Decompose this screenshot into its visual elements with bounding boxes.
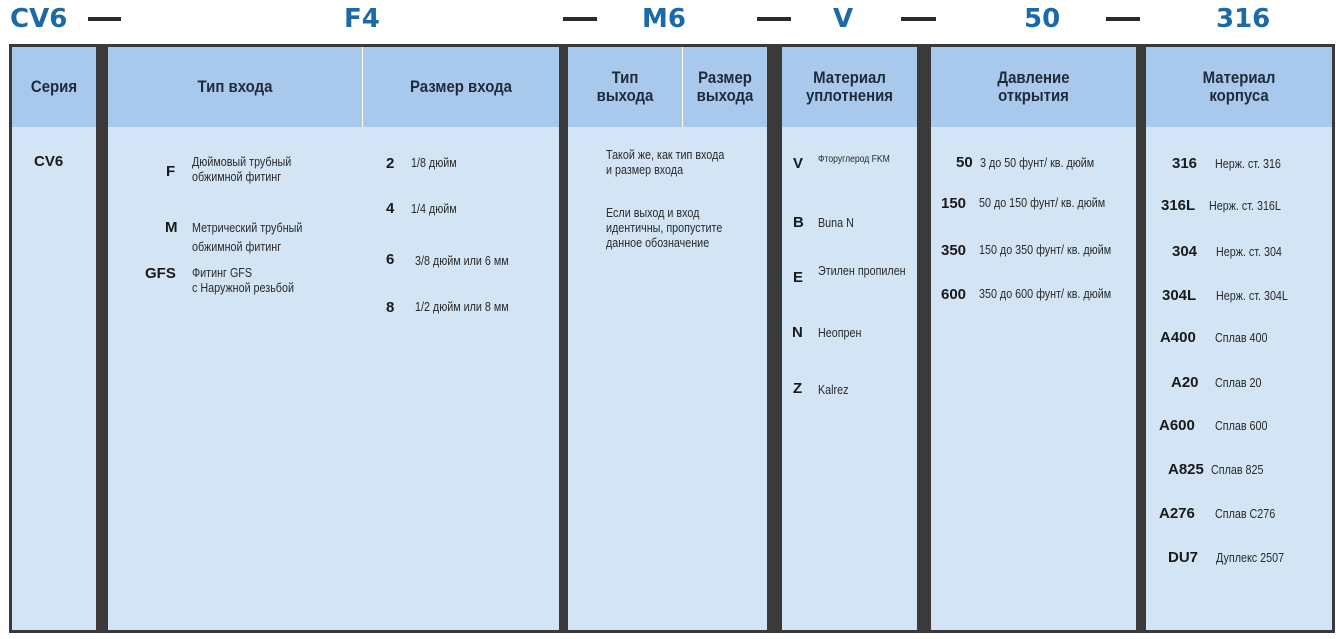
body-desc: Сплав 825 [1211, 463, 1264, 477]
pressure-code: 150 [941, 195, 967, 212]
header-outlet-type-line1: Тип [611, 68, 639, 87]
code-dash [88, 17, 121, 21]
header-outlet-size-line2: выхода [696, 86, 754, 105]
header-body-material [1157, 47, 1321, 127]
code-body: 316 [1216, 4, 1271, 34]
outlet-note-omit [606, 206, 722, 251]
code-series: CV6 [10, 4, 68, 34]
body-code: DU7 [1168, 549, 1199, 566]
body-desc: Нерж. ст. 304 [1216, 245, 1282, 259]
pressure-code: 600 [941, 286, 967, 303]
header-divider [682, 47, 683, 127]
inlet-type-desc [192, 219, 302, 257]
body-code: A20 [1171, 374, 1199, 391]
inlet-type-desc-line: Метрический трубный [192, 221, 303, 235]
code-inlet: F4 [344, 4, 380, 34]
seal-desc: Фторуглерод FKM [818, 154, 890, 165]
header-cracking-pressure [943, 47, 1123, 127]
header-outlet-size-line1: Размер [698, 68, 752, 87]
inlet-size-code: 2 [386, 155, 395, 172]
inlet-type-desc-line: Дюймовый трубный [192, 155, 292, 169]
body-desc: Нерж. ст. 316L [1209, 199, 1281, 213]
header-pressure-line1: Давление [997, 68, 1070, 87]
inlet-type-desc-line: Фитинг GFS [192, 266, 253, 280]
header-seal-line2: уплотнения [805, 86, 894, 105]
column-pressure [931, 47, 1136, 630]
header-outlet-type-line2: выхода [596, 86, 654, 105]
column-series [12, 47, 96, 630]
inlet-type-desc-line: с Наружной резьбой [192, 281, 294, 295]
inlet-type-code: GFS [145, 265, 176, 282]
pressure-desc: 3 до 50 фунт/ кв. дюйм [980, 156, 1095, 170]
series-code: CV6 [34, 153, 64, 170]
body-desc: Нерж. ст. 316 [1215, 157, 1281, 171]
body-code: A276 [1159, 505, 1195, 522]
seal-code: B [793, 214, 804, 231]
pressure-code: 350 [941, 242, 967, 259]
outlet-note-same [606, 148, 724, 178]
header-body-line1: Материал [1202, 68, 1276, 87]
body-desc: Сплав 20 [1215, 376, 1262, 390]
body-desc: Сплав 600 [1215, 419, 1268, 433]
header-body-line2: корпуса [1209, 86, 1269, 105]
inlet-size-code: 4 [386, 200, 395, 217]
outlet-note-line: Если выход и вход [606, 206, 700, 220]
header-series: Серия [30, 77, 78, 96]
header-outlet-size [688, 47, 762, 127]
header-divider [362, 47, 363, 127]
outlet-note-line: данное обозначение [606, 236, 710, 250]
header-inlet-size: Размер входа [410, 77, 512, 96]
body-code: 316L [1161, 197, 1196, 214]
inlet-type-code: M [165, 219, 178, 236]
inlet-size-desc: 1/2 дюйм или 8 мм [415, 300, 509, 314]
code-pressure: 50 [1024, 4, 1061, 34]
inlet-type-code: F [166, 163, 176, 180]
inlet-type-desc [192, 155, 291, 185]
code-dash [1106, 17, 1140, 21]
code-dash [901, 17, 936, 21]
inlet-size-desc: 3/8 дюйм или 6 мм [415, 254, 509, 268]
seal-desc: Неопрен [818, 326, 862, 340]
header-seal-material [790, 47, 909, 127]
header-inlet-type: Тип входа [197, 77, 273, 96]
inlet-size-code: 8 [386, 299, 395, 316]
inlet-type-desc-line: обжимной фитинг [192, 240, 282, 254]
code-dash [563, 17, 597, 21]
inlet-type-desc [192, 266, 294, 296]
header-outlet-type [575, 47, 675, 127]
column-outlet [568, 47, 767, 630]
inlet-type-desc-line: обжимной фитинг [192, 170, 282, 184]
pressure-desc: 50 до 150 фунт/ кв. дюйм [979, 196, 1106, 210]
body-desc: Нерж. ст. 304L [1216, 289, 1288, 303]
seal-code: N [792, 324, 803, 341]
body-code: 304 [1172, 243, 1198, 260]
column-inlet [108, 47, 559, 630]
seal-code: E [793, 269, 804, 286]
seal-desc: Buna N [818, 216, 854, 230]
inlet-size-desc: 1/8 дюйм [411, 156, 457, 170]
inlet-size-desc: 1/4 дюйм [411, 202, 457, 216]
code-seal: V [833, 4, 854, 34]
seal-desc: Этилен пропилен [818, 264, 906, 278]
header-pressure-line2: открытия [998, 86, 1069, 105]
seal-code: V [793, 155, 804, 172]
body-code: A825 [1168, 461, 1204, 478]
seal-desc: Kalrez [818, 383, 849, 397]
outlet-note-line: Такой же, как тип входа [606, 148, 725, 162]
inlet-size-code: 6 [386, 251, 395, 268]
pressure-desc: 350 до 600 фунт/ кв. дюйм [979, 287, 1112, 301]
code-outlet: M6 [642, 4, 686, 34]
body-desc: Дуплекс 2507 [1216, 551, 1285, 565]
outlet-note-line: идентичны, пропустите [606, 221, 723, 235]
header-seal-line1: Материал [813, 68, 886, 87]
body-code: A400 [1160, 329, 1196, 346]
seal-code: Z [793, 380, 803, 397]
outlet-note-line: и размер входа [606, 163, 684, 177]
body-code: 304L [1162, 287, 1197, 304]
body-code: 316 [1172, 155, 1198, 172]
pressure-code: 50 [956, 154, 973, 171]
body-desc: Сплав C276 [1215, 507, 1276, 521]
code-dash [757, 17, 791, 21]
body-desc: Сплав 400 [1215, 331, 1268, 345]
pressure-desc: 150 до 350 фунт/ кв. дюйм [979, 243, 1112, 257]
body-code: A600 [1159, 417, 1195, 434]
